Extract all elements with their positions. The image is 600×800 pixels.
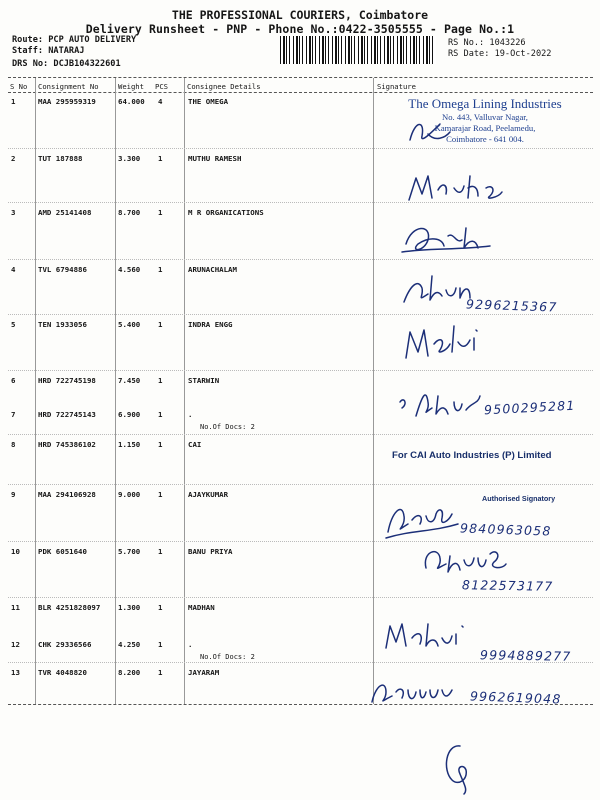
handwritten-phone: 8122573177	[461, 577, 554, 594]
row-sno: 11	[11, 603, 20, 612]
row-pcs: 1	[158, 410, 163, 419]
row-weight: 8.200	[118, 668, 141, 677]
row-consignment-no: PDK 6051640	[38, 547, 87, 556]
omega-address-2: Kamarajar Road, Peelamedu,	[434, 123, 536, 133]
row-divider	[8, 314, 593, 315]
row-consignee: .	[188, 410, 193, 419]
col-signature: Signature	[377, 82, 416, 91]
row-sno: 4	[11, 265, 16, 274]
signature-row-4	[398, 268, 478, 312]
cai-authorised-signatory: Authorised Signatory	[482, 494, 556, 503]
row-docs-count: No.Of Docs: 2	[200, 423, 255, 431]
rs-number: RS No.: 1043226	[448, 38, 526, 48]
row-divider	[8, 259, 593, 260]
row-consignment-no: HRD 745386102	[38, 440, 96, 449]
row-sno: 2	[11, 154, 16, 163]
row-weight: 6.900	[118, 410, 141, 419]
runsheet-title: Delivery Runsheet - PNP - Phone No.:0422-3505555 - Page No.:1	[85, 22, 515, 36]
col-weight: Weight	[118, 82, 144, 91]
row-pcs: 1	[158, 640, 163, 649]
row-pcs: 1	[158, 376, 163, 385]
company-title: THE PROFESSIONAL COURIERS, Coimbatore	[171, 8, 429, 22]
col-sno: S No	[10, 82, 28, 91]
row-weight: 1.150	[118, 440, 141, 449]
staff-label: Staff: NATARAJ	[12, 46, 85, 56]
row-divider	[8, 370, 593, 371]
row-consignment-no: MAA 295959319	[38, 97, 96, 106]
row-weight: 1.300	[118, 603, 141, 612]
column-divider	[115, 78, 116, 704]
signature-row-2	[404, 168, 514, 208]
row-consignment-no: TEN 1933056	[38, 320, 87, 329]
row-pcs: 1	[158, 603, 163, 612]
row-weight: 9.000	[118, 490, 141, 499]
row-weight: 4.560	[118, 265, 141, 274]
row-weight: 64.000	[118, 97, 145, 106]
signature-row-3	[398, 218, 498, 258]
row-divider	[8, 484, 593, 485]
handwritten-phone: 9994889277	[479, 647, 572, 664]
column-divider	[184, 78, 185, 704]
row-weight: 5.400	[118, 320, 141, 329]
row-consignee: M R ORGANICATIONS	[188, 208, 264, 217]
corner-scribble	[438, 740, 478, 796]
signature-row-11	[380, 616, 470, 660]
row-consignment-no: AMD 25141408	[38, 208, 92, 217]
col-pcs: PCS	[155, 82, 168, 91]
cai-stamp: For CAI Auto Industries (P) Limited	[392, 450, 552, 461]
row-weight: 7.450	[118, 376, 141, 385]
row-pcs: 1	[158, 668, 163, 677]
signature-row-9	[382, 494, 462, 544]
row-consignee: CAI	[188, 440, 202, 449]
row-consignee: AJAYKUMAR	[188, 490, 229, 499]
row-divider	[8, 434, 593, 435]
handwritten-phone: 9840963058	[459, 520, 552, 539]
row-consignee: MADHAN	[188, 603, 215, 612]
row-sno: 3	[11, 208, 16, 217]
row-sno: 5	[11, 320, 16, 329]
row-weight: 8.700	[118, 208, 141, 217]
row-consignment-no: HRD 722745143	[38, 410, 96, 419]
route-label: Route: PCP AUTO DELIVERY	[12, 35, 137, 45]
signature-row-1	[400, 112, 460, 152]
signature-row-10	[418, 540, 508, 584]
row-consignment-no: CHK 29336566	[38, 640, 92, 649]
signature-row-6	[396, 382, 496, 422]
row-consignee: .	[188, 640, 193, 649]
row-consignee: INDRA ENGG	[188, 320, 233, 329]
column-divider	[35, 78, 36, 704]
row-consignment-no: TVR 4048820	[38, 668, 87, 677]
row-pcs: 1	[158, 208, 163, 217]
row-consignee: ARUNACHALAM	[188, 265, 237, 274]
row-consignee: THE OMEGA	[188, 97, 229, 106]
row-consignment-no: BLR 4251828097	[38, 603, 101, 612]
row-weight: 5.700	[118, 547, 141, 556]
row-pcs: 1	[158, 154, 163, 163]
row-weight: 3.300	[118, 154, 141, 163]
drs-number: DRS No: DCJB104322601	[12, 59, 121, 69]
row-pcs: 1	[158, 320, 163, 329]
row-sno: 13	[11, 668, 20, 677]
row-sno: 9	[11, 490, 16, 499]
row-consignment-no: TVL 6794886	[38, 265, 87, 274]
handwritten-phone: 9962619048	[469, 688, 562, 707]
row-pcs: 1	[158, 265, 163, 274]
col-consignee: Consignee Details	[187, 82, 261, 91]
row-consignee: JAYARAM	[188, 668, 220, 677]
row-sno: 12	[11, 640, 20, 649]
handwritten-phone: 9500295281	[483, 397, 576, 418]
signature-row-5	[400, 318, 490, 368]
row-divider	[8, 597, 593, 598]
row-consignee: BANU PRIYA	[188, 547, 233, 556]
row-consignee: STARWIN	[188, 376, 220, 385]
row-weight: 4.250	[118, 640, 141, 649]
barcode	[280, 36, 436, 64]
row-consignment-no: MAA 294106928	[38, 490, 96, 499]
row-sno: 7	[11, 410, 16, 419]
row-pcs: 1	[158, 490, 163, 499]
row-sno: 10	[11, 547, 20, 556]
handwritten-phone: 9296215367	[465, 296, 558, 315]
row-consignment-no: HRD 722745198	[38, 376, 96, 385]
row-consignee: MUTHU RAMESH	[188, 154, 242, 163]
col-consignment: Consignment No	[38, 82, 99, 91]
row-sno: 8	[11, 440, 16, 449]
rs-date: RS Date: 19-Oct-2022	[448, 49, 552, 59]
row-pcs: 1	[158, 547, 163, 556]
row-docs-count: No.Of Docs: 2	[200, 653, 255, 661]
omega-name: The Omega Lining Industries	[408, 96, 562, 111]
signature-row-13	[366, 672, 456, 712]
row-sno: 6	[11, 376, 16, 385]
row-pcs: 4	[158, 97, 163, 106]
row-consignment-no: TUT 187888	[38, 154, 83, 163]
omega-address-3: Coimbatore - 641 004.	[446, 134, 524, 144]
header-bottom-rule	[8, 92, 593, 93]
row-sno: 1	[11, 97, 16, 106]
row-pcs: 1	[158, 440, 163, 449]
row-divider	[8, 148, 593, 149]
column-divider	[373, 78, 374, 704]
table-top-rule	[8, 77, 593, 78]
omega-address-1: No. 443, Valluvar Nagar,	[442, 112, 528, 122]
